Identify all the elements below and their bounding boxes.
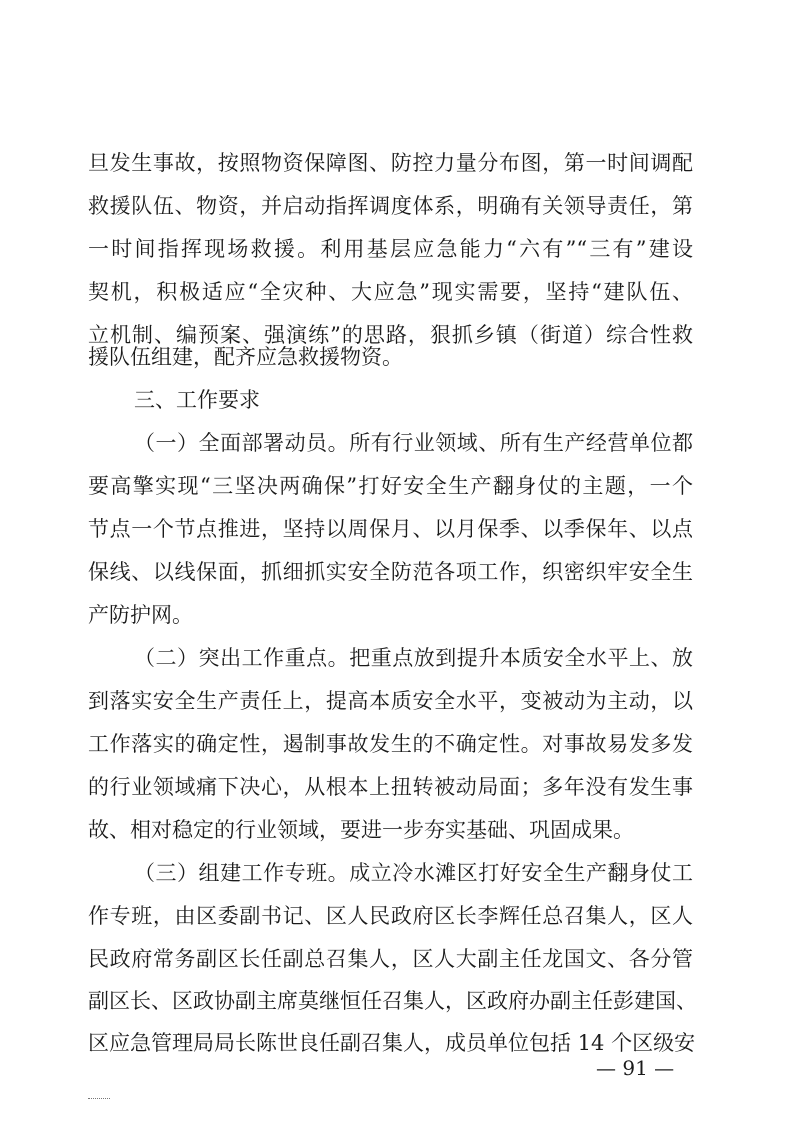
scan-artifact xyxy=(88,1098,110,1103)
paragraph-2-line-3: 工作落实的确定性，遏制事故发生的不确定性。对事故易发多发 xyxy=(88,732,693,756)
paragraph-1-line-2: 要高擎实现“三坚决两确保”打好安全生产翻身仗的主题，一个 xyxy=(88,474,693,498)
paragraph-1-line-5: 产防护网。 xyxy=(88,603,193,627)
paragraph-2-line-1: （二）突出工作重点。把重点放到提升本质安全水平上、放 xyxy=(134,646,693,670)
paragraph-3-line-2: 作专班，由区委副书记、区人民政府区长李辉任总召集人，区人 xyxy=(88,904,693,928)
paragraph-3-line-5: 区应急管理局局长陈世良任副召集人，成员单位包括 14 个区级安 xyxy=(88,1031,696,1055)
section-heading: 三、工作要求 xyxy=(134,388,260,412)
body-line-3: 一时间指挥现场救援。利用基层应急能力“六有”“三有”建设 xyxy=(88,237,693,261)
body-line-4: 契机，积极适应“全灾种、大应急”现实需要，坚持“建队伍、 xyxy=(88,280,693,304)
paragraph-1-line-1: （一）全面部署动员。所有行业领域、所有生产经营单位都 xyxy=(134,431,693,455)
page-number: — 91 — xyxy=(596,1056,675,1080)
paragraph-1-line-3: 节点一个节点推进，坚持以周保月、以月保季、以季保年、以点 xyxy=(88,517,693,541)
paragraph-3-line-3: 民政府常务副区长任副总召集人，区人大副主任龙国文、各分管 xyxy=(88,947,693,971)
paragraph-2-line-4: 的行业领域痛下决心，从根本上扭转被动局面；多年没有发生事 xyxy=(88,775,693,799)
paragraph-3-line-1: （三）组建工作专班。成立冷水滩区打好安全生产翻身仗工 xyxy=(134,861,693,885)
body-line-2: 救援队伍、物资，并启动指挥调度体系，明确有关领导责任，第 xyxy=(88,194,693,218)
body-line-5: 立机制、编预案、强演练”的思路，狠抓乡镇（街道）综合性救 xyxy=(88,323,693,347)
paragraph-1-line-4: 保线、以线保面，抓细抓实安全防范各项工作，织密织牢安全生 xyxy=(88,560,693,584)
body-line-1: 旦发生事故，按照物资保障图、防控力量分布图，第一时间调配 xyxy=(88,151,693,175)
paragraph-3-line-4: 副区长、区政协副主席莫继恒任召集人，区政府办副主任彭建国、 xyxy=(88,989,697,1013)
body-line-6: 援队伍组建，配齐应急救援物资。 xyxy=(88,345,403,369)
paragraph-2-line-2: 到落实安全生产责任上，提高本质安全水平，变被动为主动，以 xyxy=(88,689,693,713)
paragraph-2-line-5: 故、相对稳定的行业领域，要进一步夯实基础、巩固成果。 xyxy=(88,818,634,842)
